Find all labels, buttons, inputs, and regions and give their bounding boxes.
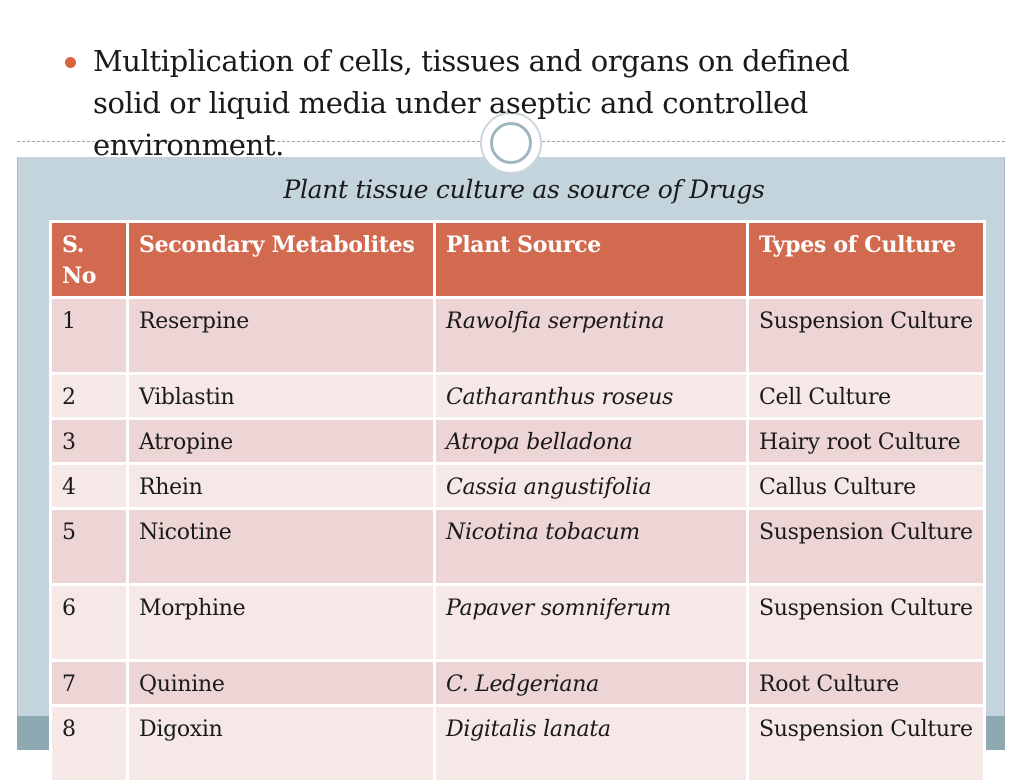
cell-sno: 7 [51, 661, 128, 706]
header-plant-source: Plant Source [435, 222, 748, 298]
cell-metabolite: Viblastin [128, 374, 435, 419]
cell-culture-type: Suspension Culture [748, 509, 985, 585]
cell-metabolite: Morphine [128, 585, 435, 661]
cell-culture-type: Suspension Culture [748, 298, 985, 374]
cell-plant-source: Rawolfia serpentina [435, 298, 748, 374]
cell-culture-type: Callus Culture [748, 464, 985, 509]
cell-culture-type: Cell Culture [748, 374, 985, 419]
cell-metabolite: Digoxin [128, 706, 435, 782]
cell-plant-source: Atropa belladona [435, 419, 748, 464]
cell-plant-source: Catharanthus roseus [435, 374, 748, 419]
bullet-icon [65, 57, 76, 68]
cell-culture-type: Suspension Culture [748, 585, 985, 661]
cell-plant-source: Digitalis lanata [435, 706, 748, 782]
table-title: Plant tissue culture as source of Drugs [283, 175, 765, 204]
bullet-text: Multiplication of cells, tissues and organs on defined solid or liquid media under aseptic and controlled environment. [93, 44, 850, 162]
table-row [51, 661, 985, 706]
cell-culture-type: Root Culture [748, 661, 985, 706]
drug-sources-table [49, 220, 986, 783]
cell-metabolite: Rhein [128, 464, 435, 509]
cell-metabolite: Nicotine [128, 509, 435, 585]
cell-sno: 2 [51, 374, 128, 419]
table-row [51, 464, 985, 509]
cell-plant-source: Nicotina tobacum [435, 509, 748, 585]
table-row [51, 298, 985, 374]
cell-sno: 8 [51, 706, 128, 782]
table-row [51, 706, 985, 782]
cell-culture-type: Suspension Culture [748, 706, 985, 782]
cell-plant-source: Cassia angustifolia [435, 464, 748, 509]
table-header-row [51, 222, 985, 298]
cell-plant-source: C. Ledgeriana [435, 661, 748, 706]
cell-sno: 1 [51, 298, 128, 374]
cell-sno: 6 [51, 585, 128, 661]
table-row [51, 585, 985, 661]
cell-sno: 5 [51, 509, 128, 585]
cell-plant-source: Papaver somniferum [435, 585, 748, 661]
table-row [51, 374, 985, 419]
cell-culture-type: Hairy root Culture [748, 419, 985, 464]
cell-sno: 4 [51, 464, 128, 509]
header-metabolite: Secondary Metabolites [128, 222, 435, 298]
table-row [51, 509, 985, 585]
header-culture-type: Types of Culture [748, 222, 985, 298]
header-sno: S. No [51, 222, 128, 298]
cell-metabolite: Quinine [128, 661, 435, 706]
cell-metabolite: Reserpine [128, 298, 435, 374]
cell-sno: 3 [51, 419, 128, 464]
table-row [51, 419, 985, 464]
cell-metabolite: Atropine [128, 419, 435, 464]
